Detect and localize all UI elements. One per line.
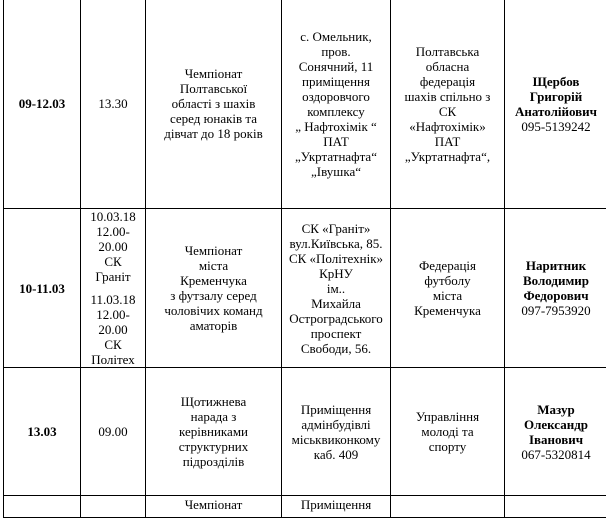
date-cell: 10-11.03 [4, 209, 81, 368]
time-text: 11.03.18 [84, 292, 142, 307]
organizer-cell [391, 0, 505, 209]
venue-text: „ Нафтохімік “ [285, 119, 387, 134]
organizer-cell [391, 496, 505, 518]
organizer-text: футболу [394, 273, 501, 288]
spacer [84, 284, 142, 292]
table-row [4, 209, 606, 368]
table-row [4, 496, 606, 518]
venue-text: ПАТ [285, 134, 387, 149]
contact-cell [505, 0, 606, 209]
event-cell [146, 0, 282, 209]
time-text: 12.00- [84, 307, 142, 322]
contact-name: Щербов [508, 74, 604, 89]
organizer-text: „Укртатнафта“, [394, 149, 501, 164]
organizer-text: молоді та [394, 424, 501, 439]
contact-phone: 097-7953920 [508, 303, 604, 318]
event-text: підрозділів [149, 454, 278, 469]
venue-text: „Укртатнафта“ [285, 149, 387, 164]
venue-text: КрНУ [285, 266, 387, 281]
schedule-table [3, 0, 606, 518]
time-text: 20.00 [84, 322, 142, 337]
date-cell: 13.03 [4, 368, 81, 496]
table-row [4, 368, 606, 496]
contact-name: Анатолійович [508, 104, 604, 119]
contact-name: Олександр [508, 417, 604, 432]
venue-text: с. Омельник, [285, 29, 387, 44]
time-cell [81, 496, 146, 518]
contact-phone: 067-5320814 [508, 447, 604, 462]
venue-text: СК «Граніт» [285, 221, 387, 236]
time-cell [81, 209, 146, 368]
event-text: дівчат до 18 років [149, 126, 278, 141]
venue-text: вул.Київська, 85. [285, 236, 387, 251]
organizer-text: СК [394, 104, 501, 119]
event-text: структурних [149, 439, 278, 454]
venue-text: СК «Політехнік» [285, 251, 387, 266]
contact-cell [505, 496, 606, 518]
organizer-text: ПАТ [394, 134, 501, 149]
event-cell [146, 209, 282, 368]
venue-text: комплексу [285, 104, 387, 119]
venue-text: проспект [285, 326, 387, 341]
time-text: Політех [84, 352, 142, 367]
organizer-text: Федерація [394, 258, 501, 273]
venue-cell [282, 368, 391, 496]
contact-cell [505, 368, 606, 496]
venue-text: Остроградського [285, 311, 387, 326]
time-text: 10.03.18 [84, 209, 142, 224]
event-text: Чемпіонат [149, 66, 278, 81]
venue-cell [282, 209, 391, 368]
time-cell [81, 368, 146, 496]
time-text: СК [84, 254, 142, 269]
time-text: 20.00 [84, 239, 142, 254]
event-text: Чемпіонат [149, 497, 278, 512]
venue-text: Приміщення [285, 497, 387, 512]
organizer-text: «Нафтохімік» [394, 119, 501, 134]
venue-text: ім.. [285, 281, 387, 296]
date-cell [4, 496, 81, 518]
organizer-cell [391, 209, 505, 368]
event-cell [146, 496, 282, 518]
event-cell [146, 368, 282, 496]
event-text: Кременчука [149, 273, 278, 288]
venue-text: „Івушка“ [285, 164, 387, 179]
time-text: 12.00- [84, 224, 142, 239]
event-text: Полтавської [149, 81, 278, 96]
venue-text: пров. [285, 44, 387, 59]
contact-phone: 095-5139242 [508, 119, 604, 134]
venue-text: Михайла [285, 296, 387, 311]
event-text: аматорів [149, 318, 278, 333]
time-text: СК [84, 337, 142, 352]
venue-text: Сонячний, 11 [285, 59, 387, 74]
venue-text: Свободи, 56. [285, 341, 387, 356]
event-text: з футзалу серед [149, 288, 278, 303]
organizer-text: Управління [394, 409, 501, 424]
event-text: нарада з [149, 409, 278, 424]
venue-text: Приміщення [285, 402, 387, 417]
time-text: 09.00 [84, 424, 142, 439]
contact-name: Григорій [508, 89, 604, 104]
time-text: Граніт [84, 269, 142, 284]
organizer-cell [391, 368, 505, 496]
organizer-text: Кременчука [394, 303, 501, 318]
contact-name: Іванович [508, 432, 604, 447]
event-text: області з шахів [149, 96, 278, 111]
venue-text: адмінбудівлі [285, 417, 387, 432]
contact-name: Федорович [508, 288, 604, 303]
event-text: чоловічих команд [149, 303, 278, 318]
event-text: Чемпіонат [149, 243, 278, 258]
venue-text: оздоровчого [285, 89, 387, 104]
organizer-text: федерація [394, 74, 501, 89]
time-text: 13.30 [84, 96, 142, 111]
venue-text: каб. 409 [285, 447, 387, 462]
venue-text: міськвиконкому [285, 432, 387, 447]
event-text: Щотижнева [149, 394, 278, 409]
venue-text: приміщення [285, 74, 387, 89]
venue-cell [282, 0, 391, 209]
contact-name: Володимир [508, 273, 604, 288]
event-text: міста [149, 258, 278, 273]
time-cell [81, 0, 146, 209]
contact-name: Наритник [508, 258, 604, 273]
organizer-text: шахів спільно з [394, 89, 501, 104]
organizer-text: Полтавська [394, 44, 501, 59]
organizer-text: міста [394, 288, 501, 303]
contact-name: Мазур [508, 402, 604, 417]
event-text: керівниками [149, 424, 278, 439]
event-text: серед юнаків та [149, 111, 278, 126]
date-cell: 09-12.03 [4, 0, 81, 209]
table-row [4, 0, 606, 209]
contact-cell [505, 209, 606, 368]
organizer-text: обласна [394, 59, 501, 74]
organizer-text: спорту [394, 439, 501, 454]
venue-cell [282, 496, 391, 518]
